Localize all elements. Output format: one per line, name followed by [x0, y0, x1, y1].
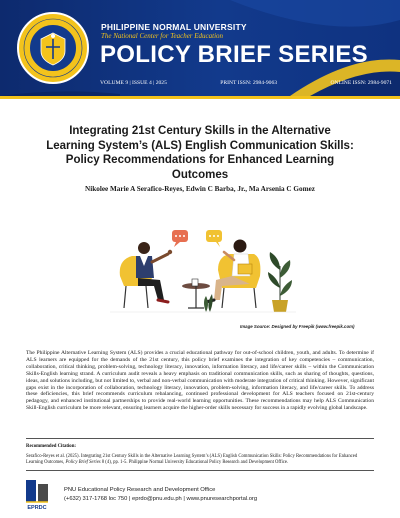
volume-issue: VOLUME 9 | ISSUE 4 | 2025: [100, 80, 167, 86]
title-line: Outcomes: [171, 168, 229, 181]
citation-divider-bottom: [26, 470, 374, 471]
citation-text-end: 8 (4), pp. 1-5. Philippine Normal University Educational Policy Research and Development Office.: [100, 460, 289, 465]
university-name: PHILIPPINE NORMAL UNIVERSITY: [101, 22, 247, 32]
title-line: Policy Recommendations for Enhanced Learning: [65, 154, 335, 166]
citation-text: [26, 454, 374, 466]
header-accent-bar: [0, 96, 400, 99]
university-tagline: The National Center for Teacher Education: [101, 32, 224, 40]
header-banner: [0, 0, 400, 96]
seal-emblem-icon: [28, 23, 78, 73]
logo-label: EPRDC: [27, 505, 47, 511]
office-contact: (+632) 317-1768 loc 750 | eprdo@pnu.edu.ph | www.pnuresearchportal.org: [64, 496, 258, 502]
university-seal-logo: [17, 12, 89, 84]
article-title: [40, 124, 360, 182]
title-line: Learning System’s (ALS) English Communication Skills:: [46, 139, 354, 152]
print-issn: PRINT ISSN: 2984-9063: [220, 80, 278, 86]
online-issn: ONLINE ISSN: 2984-9071: [330, 80, 392, 86]
conversation-illustration: [110, 226, 296, 318]
citation-series-name: Policy Brief Series: [65, 460, 101, 465]
office-name: PNU Educational Policy Research and Development Office: [64, 487, 216, 493]
eprdc-logo-icon: [22, 476, 52, 512]
author-list: Nikolee Marie A Serafico-Reyes, Edwin C Barba, Jr., Ma Arsenia C Gomez: [85, 185, 315, 193]
citation-label: Recommended Citation:: [26, 444, 76, 449]
abstract-text: The Philippine Alternative Learning System (ALS) provides a crucial educational pathway for out-of-school children, youth, and adults. To determine if ALS learners are equipped for the demands of the 21st century, this policy brief examines the integration of key competencies – communication, collaboration, critical thinking, problem-solving, technology literacy, innovation, information literacy, and life/career skills – within the Communication Skills-English learning strand. A curriculum audit reveals a heavy emphasis on traditional communication skills, such as sharing of thoughts, questions, ideas, and solutions including, but not limited to, verbal and non-verbal communication with moderate integration of critical thinking. However, significant gaps exist in the incorporation of collaboration, technology literacy, innovation, problem-solving, information literacy, and life/career skills. To address these deficiencies, this brief recommends curriculum rebalancing, continued professional development for ALS teachers focused on 21st-century pedagogy, and enhanced institutional partnerships to provide real-world learning opportunities. These recommendations may help ALS Communication Skill-English curriculum be more relevant, ensuring learners acquire the higher-order skills necessary for success in a rapidly evolving global landscape.: [26, 350, 374, 412]
title-line: Integrating 21st Century Skills in the Alternative: [69, 125, 331, 137]
image-credit: Image Source: Designed by Freepik (www.freepik.com): [240, 324, 355, 329]
citation-text-main: Serafico-Reyes et al. (2025). Integrating 21st Century Skills in the Alternative Learning System’s (ALS) English Communication Skills: Policy Recommendations for Enhanced Learning Outcomes,: [26, 454, 358, 465]
citation-divider-top: [26, 438, 374, 439]
series-title: POLICY BRIEF SERIES: [100, 41, 368, 68]
issue-info-row: [100, 80, 392, 86]
